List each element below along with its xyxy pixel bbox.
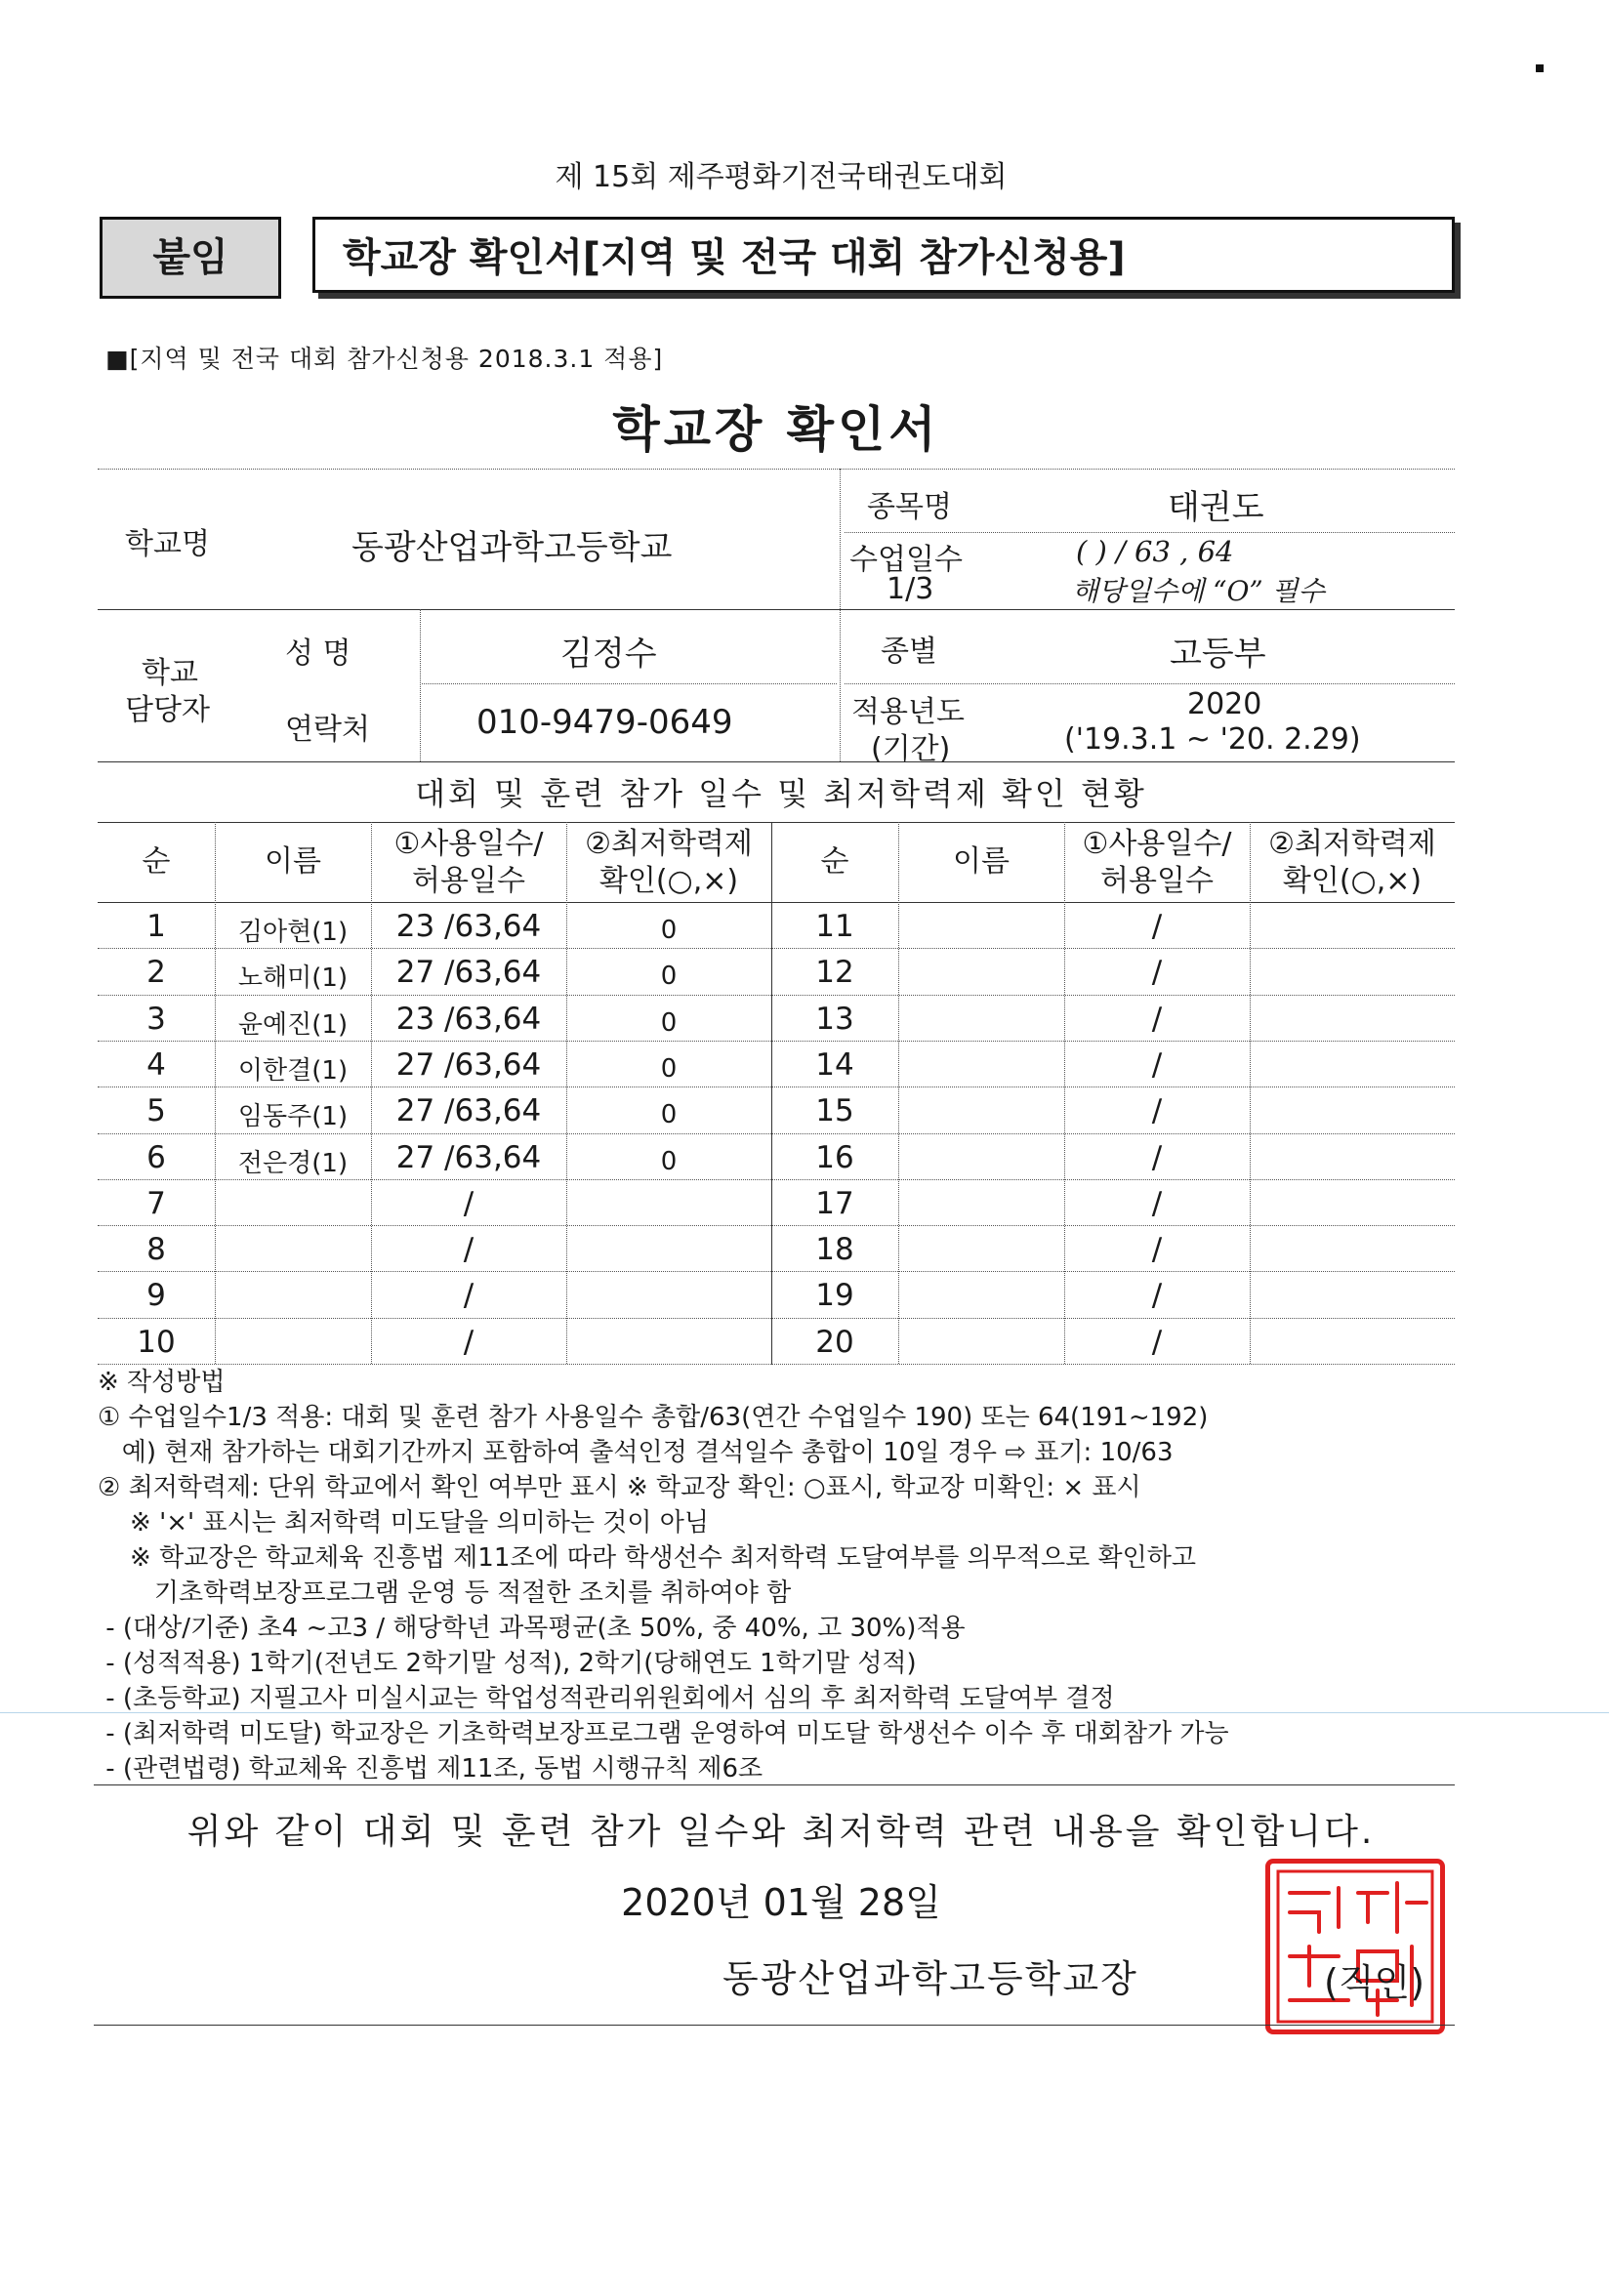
name-value: 김정수 xyxy=(560,635,657,674)
table-row-rule xyxy=(771,1179,1455,1180)
table-cell-no: 11 xyxy=(815,909,854,944)
school-seal xyxy=(1265,1859,1445,2034)
table-cell-no: 8 xyxy=(146,1232,166,1268)
note-line: 기초학력보장프로그램 운영 등 적절한 조치를 취하여야 함 xyxy=(98,1578,792,1608)
table-row-rule xyxy=(771,995,1455,996)
table-row-rule xyxy=(771,948,1455,949)
period-value: ('19.3.1 ~ '20. 2.29) xyxy=(1064,722,1361,757)
table-cell-name: 노해미(1) xyxy=(237,964,349,994)
table-cell-no: 17 xyxy=(815,1185,854,1221)
table-cell-check: 0 xyxy=(660,1053,678,1084)
school-name: 동광산업과학고등학교 xyxy=(351,528,673,567)
date: 2020년 01월 28일 xyxy=(621,1881,941,1924)
rule xyxy=(98,609,1455,610)
table-cell-no: 2 xyxy=(146,955,166,991)
table-cell-days: / xyxy=(1151,1278,1163,1314)
year-value: 2020 xyxy=(1187,687,1262,721)
rule xyxy=(422,683,837,684)
table-column-rule xyxy=(215,822,216,1364)
table-cell-check: 0 xyxy=(660,1146,678,1176)
table-cell-days: / xyxy=(1151,1185,1163,1221)
table-row-rule xyxy=(98,1133,771,1134)
rule xyxy=(845,683,1455,684)
table-cell-check: 0 xyxy=(660,916,678,945)
table-cell-no: 13 xyxy=(815,1001,854,1037)
header-rule xyxy=(98,902,1455,903)
rule xyxy=(98,469,1455,470)
table-cell-days: 27 /63,64 xyxy=(395,1046,542,1083)
note-line: ※ '×' 표시는 최저학력 미도달을 의미하는 것이 아님 xyxy=(98,1508,709,1538)
table-cell-no: 1 xyxy=(146,909,166,944)
table-cell-no: 10 xyxy=(137,1324,176,1360)
table-cell-days: 27 /63,64 xyxy=(395,955,542,991)
heading-box: 학교장 확인서[지역 및 전국 대회 참가신청용] xyxy=(312,217,1455,293)
rule xyxy=(94,1784,1455,1785)
table-row-rule xyxy=(771,1086,1455,1087)
days-label: 수업일수 xyxy=(849,543,963,577)
table-cell-no: 9 xyxy=(146,1278,166,1314)
col-days-header-right-1: ①사용일수/ xyxy=(1082,827,1232,861)
table-row-rule xyxy=(771,1041,1455,1042)
table-cell-name: 김아현(1) xyxy=(237,918,349,947)
table-row-rule xyxy=(98,1179,771,1180)
year-label-1: 적용년도 xyxy=(851,695,965,729)
col-min-header-2: 확인(○,×) xyxy=(598,864,739,898)
table-cell-days: 27 /63,64 xyxy=(395,1139,542,1175)
col-min-header-right-2: 확인(○,×) xyxy=(1282,864,1423,898)
table-cell-no: 3 xyxy=(146,1001,166,1037)
table-cell-days: / xyxy=(1151,1324,1163,1360)
note-line: - (성적적용) 1학기(전년도 2학기말 성적), 2학기(당해연도 1학기말 성적) xyxy=(98,1649,917,1678)
table-row-rule xyxy=(771,1133,1455,1134)
table-cell-no: 7 xyxy=(146,1185,166,1221)
col-days-header-right-2: 허용일수 xyxy=(1100,864,1214,898)
event-title: 제 15회 제주평화기전국태권도대회 xyxy=(555,160,1008,194)
principal-name: 동광산업과학고등학교장 xyxy=(722,1957,1138,2000)
manager-label-1: 학교 xyxy=(142,656,198,690)
table-cell-no: 20 xyxy=(815,1324,854,1360)
table-row-rule xyxy=(771,1225,1455,1226)
punch-mark xyxy=(1536,64,1544,72)
writing-instructions xyxy=(98,1365,1465,1786)
col-min-header-right-1: ②최저학력제 xyxy=(1268,827,1436,861)
table-cell-days: / xyxy=(463,1278,474,1314)
table-cell-days: / xyxy=(463,1324,474,1360)
table-cell-no: 15 xyxy=(815,1093,854,1129)
rule xyxy=(845,532,1455,533)
table-row-rule xyxy=(98,1225,771,1226)
table-cell-days: 23 /63,64 xyxy=(395,1001,542,1037)
table-row-rule xyxy=(771,1271,1455,1272)
table-cell-name: 윤예진(1) xyxy=(237,1009,349,1040)
table-cell-days: / xyxy=(1151,1093,1163,1129)
days-value: ( ) / 63 , 64 xyxy=(1076,535,1234,568)
contact-label: 연락처 xyxy=(285,713,370,747)
event-value: 태권도 xyxy=(1168,488,1264,527)
col-days-header-2: 허용일수 xyxy=(412,864,525,898)
document-title: 학교장 확인서 xyxy=(612,401,940,458)
note-line: ※ 작성방법 xyxy=(98,1368,226,1397)
manager-label-2: 담당자 xyxy=(125,693,210,727)
days-note: 해당일수에 “O” 필수 xyxy=(1072,575,1325,607)
table-cell-days: / xyxy=(1151,1001,1163,1037)
col-name-header: 이름 xyxy=(265,844,321,879)
note-line: - (초등학교) 지필고사 미실시교는 학업성적관리위원회에서 심의 후 최저학력 도달여부 결정 xyxy=(98,1684,1115,1713)
table-cell-days: / xyxy=(1151,1046,1163,1083)
table-column-rule xyxy=(771,822,772,1364)
days-sub: 1/3 xyxy=(887,572,934,606)
col-name-header-right: 이름 xyxy=(953,844,1010,879)
table-title: 대회 및 훈련 참가 일수 및 최저학력제 확인 현황 xyxy=(415,775,1147,812)
table-row-rule xyxy=(98,948,771,949)
table-row-rule xyxy=(98,1318,771,1319)
name-label: 성 명 xyxy=(285,636,351,671)
note-line: - (최저학력 미도달) 학교장은 기초학력보장프로그램 운영하여 미도달 학생선수 이수 후 대회참가 가능 xyxy=(98,1719,1229,1748)
col-min-header-1: ②최저학력제 xyxy=(585,827,753,861)
table-row-rule xyxy=(98,1041,771,1042)
rule xyxy=(98,761,1455,762)
table-column-rule xyxy=(371,822,372,1364)
attachment-tag: 붙임 xyxy=(100,217,281,299)
table-cell-days: / xyxy=(463,1232,474,1268)
table-top-rule xyxy=(98,822,1455,823)
note-line: - (관련법령) 학교체육 진흥법 제11조, 동법 시행규칙 제6조 xyxy=(98,1754,763,1784)
table-cell-days: / xyxy=(1151,909,1163,944)
seal-label: (직인) xyxy=(1324,1961,1425,2004)
divider xyxy=(420,609,421,761)
bottom-rule xyxy=(94,2025,1455,2026)
event-label: 종목명 xyxy=(867,490,952,524)
table-column-rule xyxy=(1064,822,1065,1364)
table-cell-name: 이한결(1) xyxy=(237,1055,349,1086)
table-cell-check: 0 xyxy=(660,962,678,992)
table-cell-days: 23 /63,64 xyxy=(395,909,542,944)
table-cell-no: 14 xyxy=(815,1046,854,1083)
contact-value: 010-9479-0649 xyxy=(476,703,733,742)
division-value: 고등부 xyxy=(1170,635,1266,674)
table-cell-check: 0 xyxy=(660,1007,678,1038)
col-no-header-right: 순 xyxy=(820,844,849,879)
table-column-rule xyxy=(566,822,567,1364)
school-label: 학교명 xyxy=(125,527,210,561)
table-cell-days: / xyxy=(1151,1139,1163,1175)
table-cell-no: 4 xyxy=(146,1046,166,1083)
table-row-rule xyxy=(98,1086,771,1087)
table-cell-days: / xyxy=(463,1185,474,1221)
table-row-rule xyxy=(98,1271,771,1272)
scan-line xyxy=(0,1712,1609,1713)
table-row-rule xyxy=(771,1318,1455,1319)
note-line: ② 최저학력제: 단위 학교에서 확인 여부만 표시 ※ 학교장 확인: ○표시, 학교장 미확인: × 표시 xyxy=(98,1473,1141,1502)
table-column-rule xyxy=(898,822,899,1364)
table-cell-name: 전은경(1) xyxy=(237,1148,349,1178)
table-cell-no: 19 xyxy=(815,1278,854,1314)
table-cell-no: 18 xyxy=(815,1232,854,1268)
table-row-rule xyxy=(98,995,771,996)
table-cell-no: 5 xyxy=(146,1093,166,1129)
col-days-header-1: ①사용일수/ xyxy=(393,827,544,861)
note-line: 예) 현재 참가하는 대회기간까지 포함하여 출석인정 결석일수 총합이 10일 경우 ⇨ 표기: 10/63 xyxy=(98,1438,1174,1467)
note-line: - (대상/기준) 초4 ~고3 / 해당학년 과목평균(초 50%, 중 40%, 고 30%)적용 xyxy=(98,1614,966,1643)
divider xyxy=(840,469,841,761)
table-cell-name: 임동주(1) xyxy=(237,1102,349,1132)
table-cell-no: 6 xyxy=(146,1139,166,1175)
year-label-2: (기간) xyxy=(871,732,951,766)
table-cell-days: / xyxy=(1151,1232,1163,1268)
table-cell-no: 16 xyxy=(815,1139,854,1175)
confirm-text: 위와 같이 대회 및 훈련 참가 일수와 최저학력 관련 내용을 확인합니다. xyxy=(186,1812,1376,1852)
table-cell-no: 12 xyxy=(815,955,854,991)
division-label: 종별 xyxy=(881,635,937,669)
note-line: ※ 학교장은 학교체육 진흥법 제11조에 따라 학생선수 최저학력 도달여부를 의무적으로 확인하고 xyxy=(98,1543,1196,1573)
table-cell-days: 27 /63,64 xyxy=(395,1093,542,1129)
table-cell-check: 0 xyxy=(660,1100,678,1130)
table-column-rule xyxy=(1250,822,1251,1364)
table-cell-days: / xyxy=(1151,955,1163,991)
note-line: ■[지역 및 전국 대회 참가신청용 2018.3.1 적용] xyxy=(105,345,664,373)
note-line: ① 수업일수1/3 적용: 대회 및 훈련 참가 사용일수 총합/63(연간 수업일수 190) 또는 64(191~192) xyxy=(98,1403,1209,1432)
col-no-header: 순 xyxy=(142,844,171,879)
